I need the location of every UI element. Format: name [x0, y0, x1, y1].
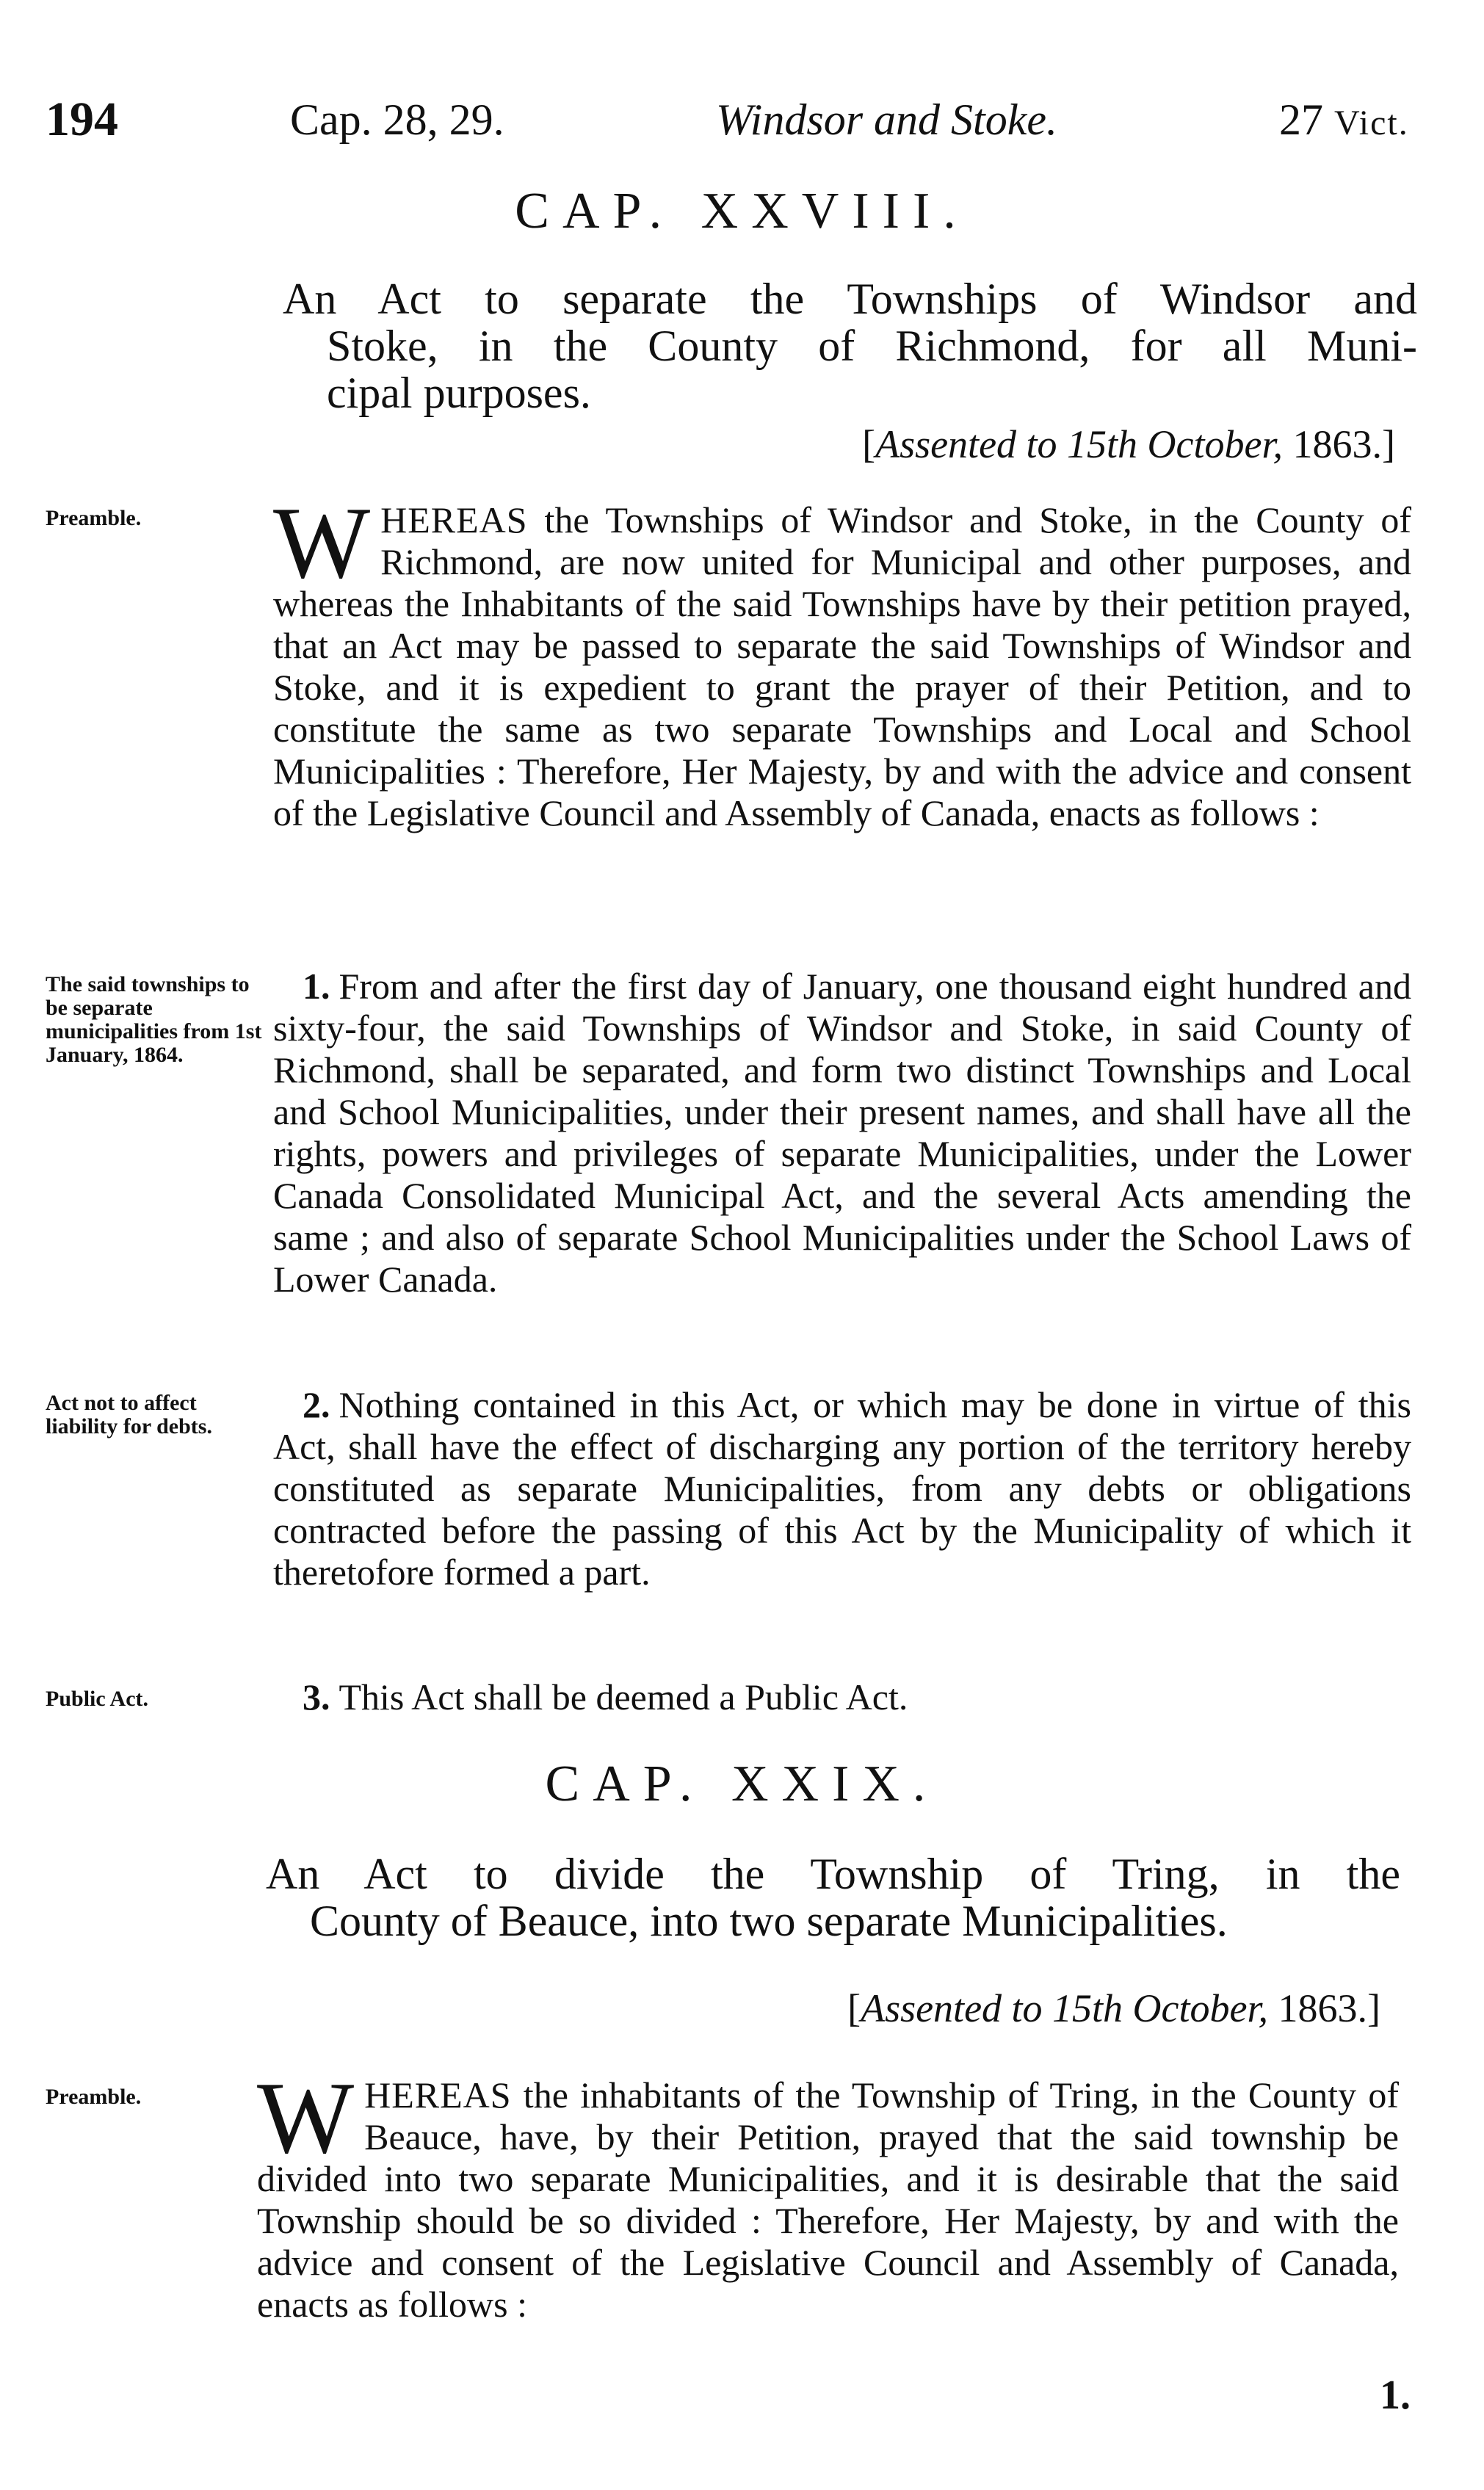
cap-29-dropcap: W	[257, 2061, 355, 2175]
section-2-number: 2.	[303, 1384, 330, 1425]
cap-28-title-line-3: cipal purposes.	[327, 369, 591, 417]
cap-29-preamble-lead: HEREAS	[364, 2074, 512, 2116]
section-1	[273, 966, 1411, 1300]
cap-29-title-line-1: An Act to divide the Township of Tring, in the	[266, 1850, 1400, 1898]
cap-28-title-line-1: An Act to separate the Townships of Windsor and	[283, 275, 1417, 323]
section-3-text: This Act shall be deemed a Public Act.	[339, 1676, 908, 1718]
section-3-note: Public Act.	[46, 1687, 148, 1711]
cap-29-title	[266, 1850, 1400, 1944]
running-head-chapters: Cap. 28, 29.	[290, 95, 504, 144]
cap-28-assent	[661, 422, 1395, 466]
cap-29-assent	[646, 1986, 1380, 2030]
section-2-note: Act not to affect liability for debts.	[46, 1391, 212, 1438]
cap-28-assent-text: Assented to 15th October,	[875, 422, 1284, 466]
cap-28-title-line-2: Stoke, in the County of Richmond, for all Muni-	[327, 322, 1417, 370]
section-1-note: The said townships to be separate municipalities from 1st January, 1864.	[46, 972, 262, 1067]
cap-28-dropcap: W	[273, 486, 371, 600]
cap-28-assent-bracket: [	[862, 422, 876, 466]
cap-29-assent-text: Assented to 15th October,	[861, 1986, 1269, 2030]
section-2-text: Nothing contained in this Act, or which may be done in virtue of this Act, shall have the effect of discharging any portion of the territory hereby constituted as separate Municipalities, from any debts or obligations contracted before the passing of this Act by the Municipality of which it theretofore formed a part.	[273, 1384, 1411, 1593]
running-head-year	[1279, 94, 1409, 149]
cap-29-preamble	[257, 2061, 1399, 2326]
cap-29-preamble-note: Preamble.	[46, 2085, 142, 2109]
page-number: 194	[46, 93, 118, 146]
cap-28-preamble-note: Preamble.	[46, 506, 142, 530]
section-3	[273, 1676, 1411, 1718]
cap-28-preamble	[273, 486, 1411, 834]
year-reign: Vict.	[1334, 104, 1409, 142]
cap-29-title-line-2: County of Beauce, into two separate Municipalities.	[310, 1897, 1228, 1945]
catchword: 1.	[1380, 2373, 1411, 2418]
cap-29-assent-year: 1863.]	[1278, 1986, 1380, 2030]
cap-28-title	[283, 275, 1417, 416]
cap-28-heading: CAP. XXVIII.	[515, 183, 969, 239]
cap-29-assent-bracket: [	[847, 1986, 861, 2030]
section-3-number: 3.	[303, 1676, 330, 1718]
cap-29-preamble-text: the inhabitants of the Township of Tring, in the County of Beauce, have, by their Petition, prayed that the said township be divided into two separate Municipalities, and it is desirable that the said Township should be so divided : Therefore, Her Majesty, by and with the advice and consent of the Legislative Council and Assembly of Canada, enacts as follows :	[257, 2074, 1399, 2325]
section-1-text: From and after the first day of January, one thousand eight hundred and sixty-four, the said Townships of Windsor and Stoke, in said County of Richmond, shall be separated, and form two distinct Townships and Local and School Municipalities, under their present names, and shall have all the rights, powers and privileges of separate Municipalities, under the Lower Canada Consolidated Municipal Act, and the several Acts amending the same ; and also of separate School Municipalities under the School Laws of Lower Canada.	[273, 966, 1411, 1300]
cap-28-assent-year: 1863.]	[1292, 422, 1395, 466]
year-number: 27	[1279, 95, 1323, 144]
cap-29-heading: CAP. XXIX.	[545, 1756, 939, 1812]
section-1-number: 1.	[303, 966, 330, 1007]
cap-28-preamble-lead: HEREAS	[380, 499, 528, 540]
running-head-title: Windsor and Stoke.	[716, 95, 1057, 144]
cap-28-preamble-text: the Townships of Windsor and Stoke, in the County of Richmond, are now united for Municipal and other purposes, and whereas the Inhabitants of the said Townships have by their petition prayed, that an Act may be passed to separate the said Townships of Windsor and Stoke, and it is expedient to grant the prayer of their Petition, and to constitute the same as two separate Townships and Local and School Municipalities : Therefore, Her Majesty, by and with the advice and consent of the Legislative Council and Assembly of Canada, enacts as follows :	[273, 499, 1411, 833]
section-2	[273, 1384, 1411, 1593]
